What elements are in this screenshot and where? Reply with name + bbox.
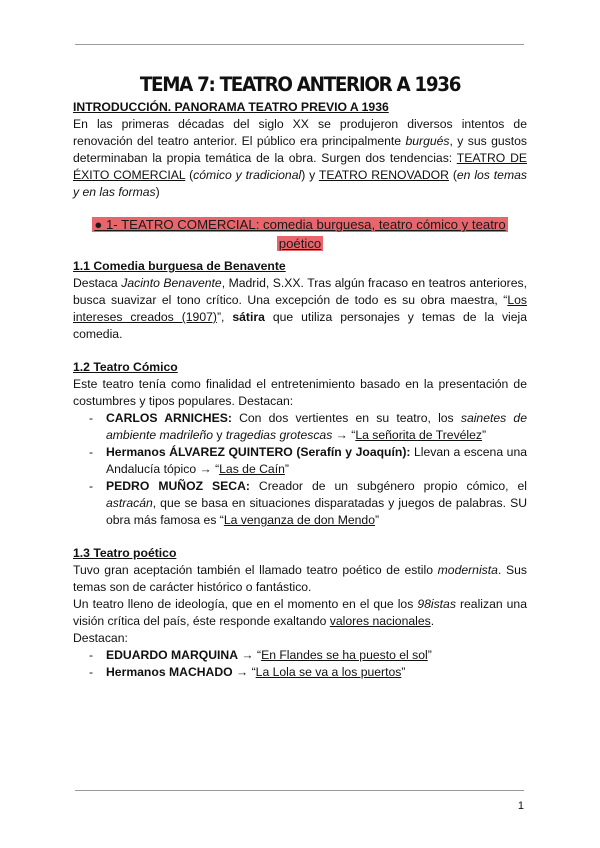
text-run: ( [448, 168, 457, 182]
text-run-underline: TEATRO RENOVADOR [318, 168, 449, 182]
text-run-underline: En Flandes se ha puesto el sol [261, 648, 428, 662]
section-banner [73, 215, 527, 253]
text-run-italic: Jacinto Benavente [121, 276, 222, 290]
text-run: Creador de un subgénero propio cómico, el [249, 479, 527, 493]
text-run: ” [374, 513, 380, 527]
list-item [89, 647, 527, 664]
banner-highlight [92, 217, 507, 251]
page-title: TEMA 7: TEATRO ANTERIOR A 1936 [139, 73, 461, 96]
text-run: que utiliza personajes y temas de la vieja comedia. [73, 310, 528, 341]
text-run: → “ [332, 428, 356, 442]
text-run: y [213, 428, 226, 442]
comic-authors-list [73, 410, 527, 529]
list-item [89, 444, 528, 478]
list-item [89, 410, 527, 444]
text-run-underline: La Lola se va a los puertos [255, 665, 402, 679]
text-run: realizan una visión crítica del país, éste responde exaltando [73, 597, 527, 628]
text-run-bold: EDUARDO MARQUINA [106, 648, 239, 662]
text-run-underline: Los intereses creados (1907) [73, 293, 527, 324]
bullet-icon: ● [94, 217, 103, 232]
intro-paragraph [73, 116, 527, 201]
section-1-3-paragraph-3: Destacan: [73, 631, 128, 645]
text-run: ) [155, 185, 160, 199]
section-1-3-paragraph-1 [73, 562, 527, 596]
text-run: ”, [216, 310, 233, 324]
document-body [73, 72, 527, 681]
dash-marker: - [89, 411, 94, 425]
text-run: → “ [238, 648, 262, 662]
section-1-1-paragraph [73, 275, 527, 343]
text-run-underline: Las de Caín [219, 462, 285, 476]
text-run-bold: Hermanos MACHADO [106, 665, 233, 679]
text-run-italic: astracán [106, 496, 153, 510]
text-run: , Madrid, S.XX. Tras algún fracaso en teatros anteriores, busca suavizar el tono crítico. Una excepción de todo es su obra maestra, “ [73, 276, 527, 307]
list-item [89, 664, 527, 681]
text-run-italic: 98istas [417, 597, 456, 611]
text-run: . Sus temas son de carácter histórico o fantástico. [73, 563, 527, 594]
text-run: Llevan a escena una Andalucía tópico → “ [106, 445, 528, 476]
poetic-authors-list [73, 647, 527, 681]
text-run-italic: en los temas y en las formas [73, 168, 527, 199]
text-run-italic: modernista [437, 563, 498, 577]
text-run: Un teatro lleno de ideología, que en el momento en el que los [73, 597, 418, 611]
text-run-italic: tragedias grotescas [225, 428, 333, 442]
text-run: ” [427, 648, 432, 662]
spacer [73, 529, 527, 544]
section-1-2-heading: 1.2 Teatro Cómico [73, 360, 178, 374]
text-run: Destaca [73, 276, 122, 290]
text-run-italic: cómico y tradicional [193, 168, 302, 182]
section-1-3-heading: 1.3 Teatro poético [73, 546, 177, 560]
dash-marker: - [89, 479, 94, 493]
text-run-italic: burgués [405, 134, 450, 148]
text-run: → “ [232, 665, 256, 679]
section-1-1-heading: 1.1 Comedia burguesa de Benavente [73, 259, 286, 273]
text-run: ” [284, 462, 289, 476]
text-run-underline: valores nacionales [329, 614, 431, 628]
text-run-bold: PEDRO MUÑOZ SECA: [106, 479, 250, 493]
text-run: Con dos vertientes en su teatro, los [231, 411, 461, 425]
text-run: ” [482, 428, 487, 442]
text-run-bold: Hermanos ÁLVAREZ QUINTERO (Serafín y Joaquín): [106, 445, 411, 459]
text-run: , y sus gustos determinaban la propia temática de la obra. Surgen dos tendencias: [73, 134, 527, 165]
text-run: , que se basa en situaciones disparatadas y juegos de palabras. SU obra más famosa es “ [106, 496, 527, 527]
text-run: ( [185, 168, 194, 182]
text-run: . [430, 614, 435, 628]
header-rule [75, 44, 524, 45]
text-run: En las primeras décadas del siglo XX se produjeron diversos intentos de renovación del teatro anterior. El público era principalmente [73, 117, 527, 148]
dash-marker: - [89, 445, 94, 459]
text-run-italic: sainetes de ambiente madrileño [106, 411, 527, 442]
text-run-bold: sátira [232, 310, 265, 324]
dash-marker: - [89, 648, 94, 662]
text-run-underline: TEATRO DE ÉXITO COMERCIAL [73, 151, 527, 182]
footer-rule [75, 790, 524, 791]
page-number: 1 [517, 800, 524, 812]
text-run-bold: CARLOS ARNICHES: [106, 411, 232, 425]
text-run-underline: La venganza de don Mendo [223, 513, 375, 527]
spacer [73, 343, 527, 358]
section-1-3-paragraph-2 [73, 596, 527, 630]
text-run: ) y [301, 168, 319, 182]
dash-marker: - [89, 665, 94, 679]
section-1-2-paragraph: Este teatro tenía como finalidad el entretenimiento basado en la presentación de costumbres y tipos populares. Destacan: [73, 377, 527, 408]
text-run: Tuvo gran aceptación también el llamado teatro poético de estilo [73, 563, 438, 577]
banner-text: 1- TEATRO COMERCIAL: comedia burguesa, teatro cómico y teatro poético [105, 217, 506, 251]
list-item [89, 478, 527, 529]
text-run: ” [401, 665, 406, 679]
text-run-underline: La señorita de Trevélez [355, 428, 483, 442]
intro-heading: INTRODUCCIÓN. PANORAMA TEATRO PREVIO A 1936 [73, 100, 389, 114]
